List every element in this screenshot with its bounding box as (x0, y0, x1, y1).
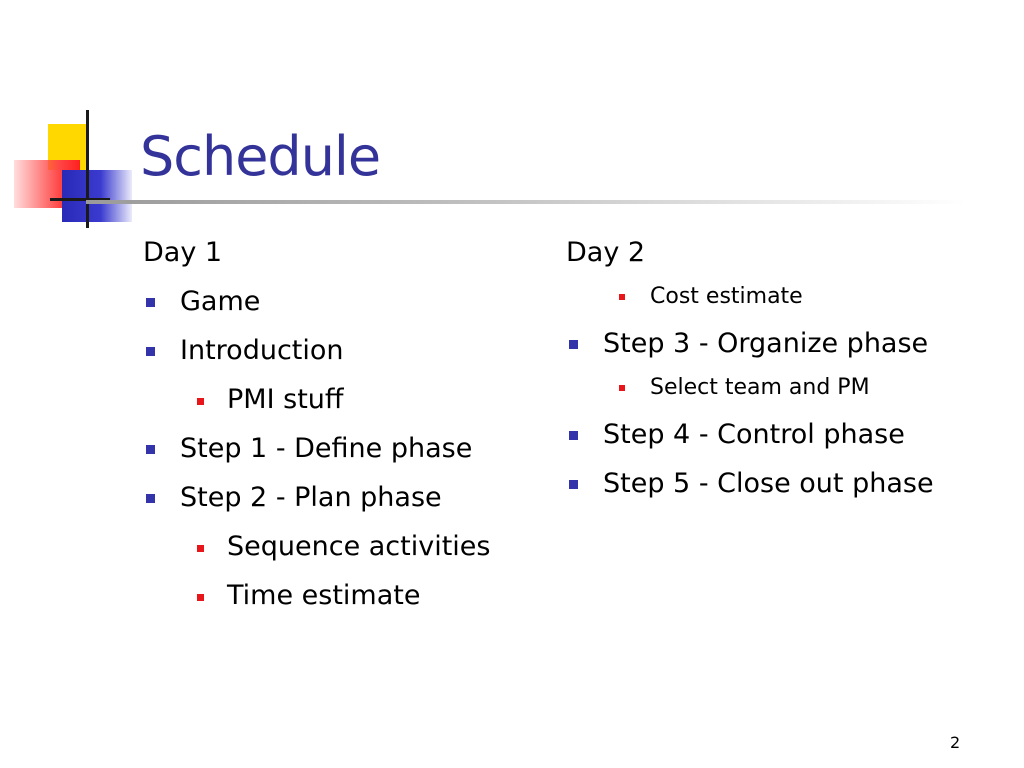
square-bullet-icon (146, 494, 155, 503)
red-square-bullet-icon (619, 294, 625, 300)
slide-title: Schedule (140, 125, 381, 188)
right-column (566, 234, 966, 513)
logo-decoration (0, 100, 150, 240)
square-bullet-icon (569, 340, 578, 349)
sub-list-item: Sequence activities (143, 527, 543, 567)
logo-vertical-line (86, 110, 89, 228)
sub-list-item: Select team and PM (566, 373, 966, 403)
list-item: Step 4 - Control phase (566, 415, 966, 455)
square-bullet-icon (569, 480, 578, 489)
sub-list-item: Time estimate (143, 576, 543, 616)
square-bullet-icon (146, 445, 155, 454)
list-item: Step 3 - Organize phase (566, 324, 966, 364)
sub-list-item: PMI stuff (143, 380, 543, 420)
sub-list-item: Cost estimate (566, 282, 966, 312)
red-square-bullet-icon (197, 398, 204, 405)
square-bullet-icon (146, 298, 155, 307)
square-bullet-icon (146, 347, 155, 356)
day-2-heading: Day 2 (566, 237, 646, 268)
red-square-bullet-icon (619, 385, 625, 391)
list-item: Step 1 - Define phase (143, 429, 543, 469)
red-square-bullet-icon (197, 594, 204, 601)
logo-blue-square (62, 170, 132, 222)
page-number: 2 (950, 733, 961, 752)
square-bullet-icon (569, 431, 578, 440)
red-square-bullet-icon (197, 545, 204, 552)
title-underline (86, 200, 966, 204)
list-item: Step 2 - Plan phase (143, 478, 543, 518)
day-1-heading: Day 1 (143, 237, 223, 268)
list-item: Introduction (143, 331, 543, 371)
left-column (143, 234, 543, 625)
list-item: Step 5 - Close out phase (566, 464, 966, 504)
list-item: Game (143, 282, 543, 322)
